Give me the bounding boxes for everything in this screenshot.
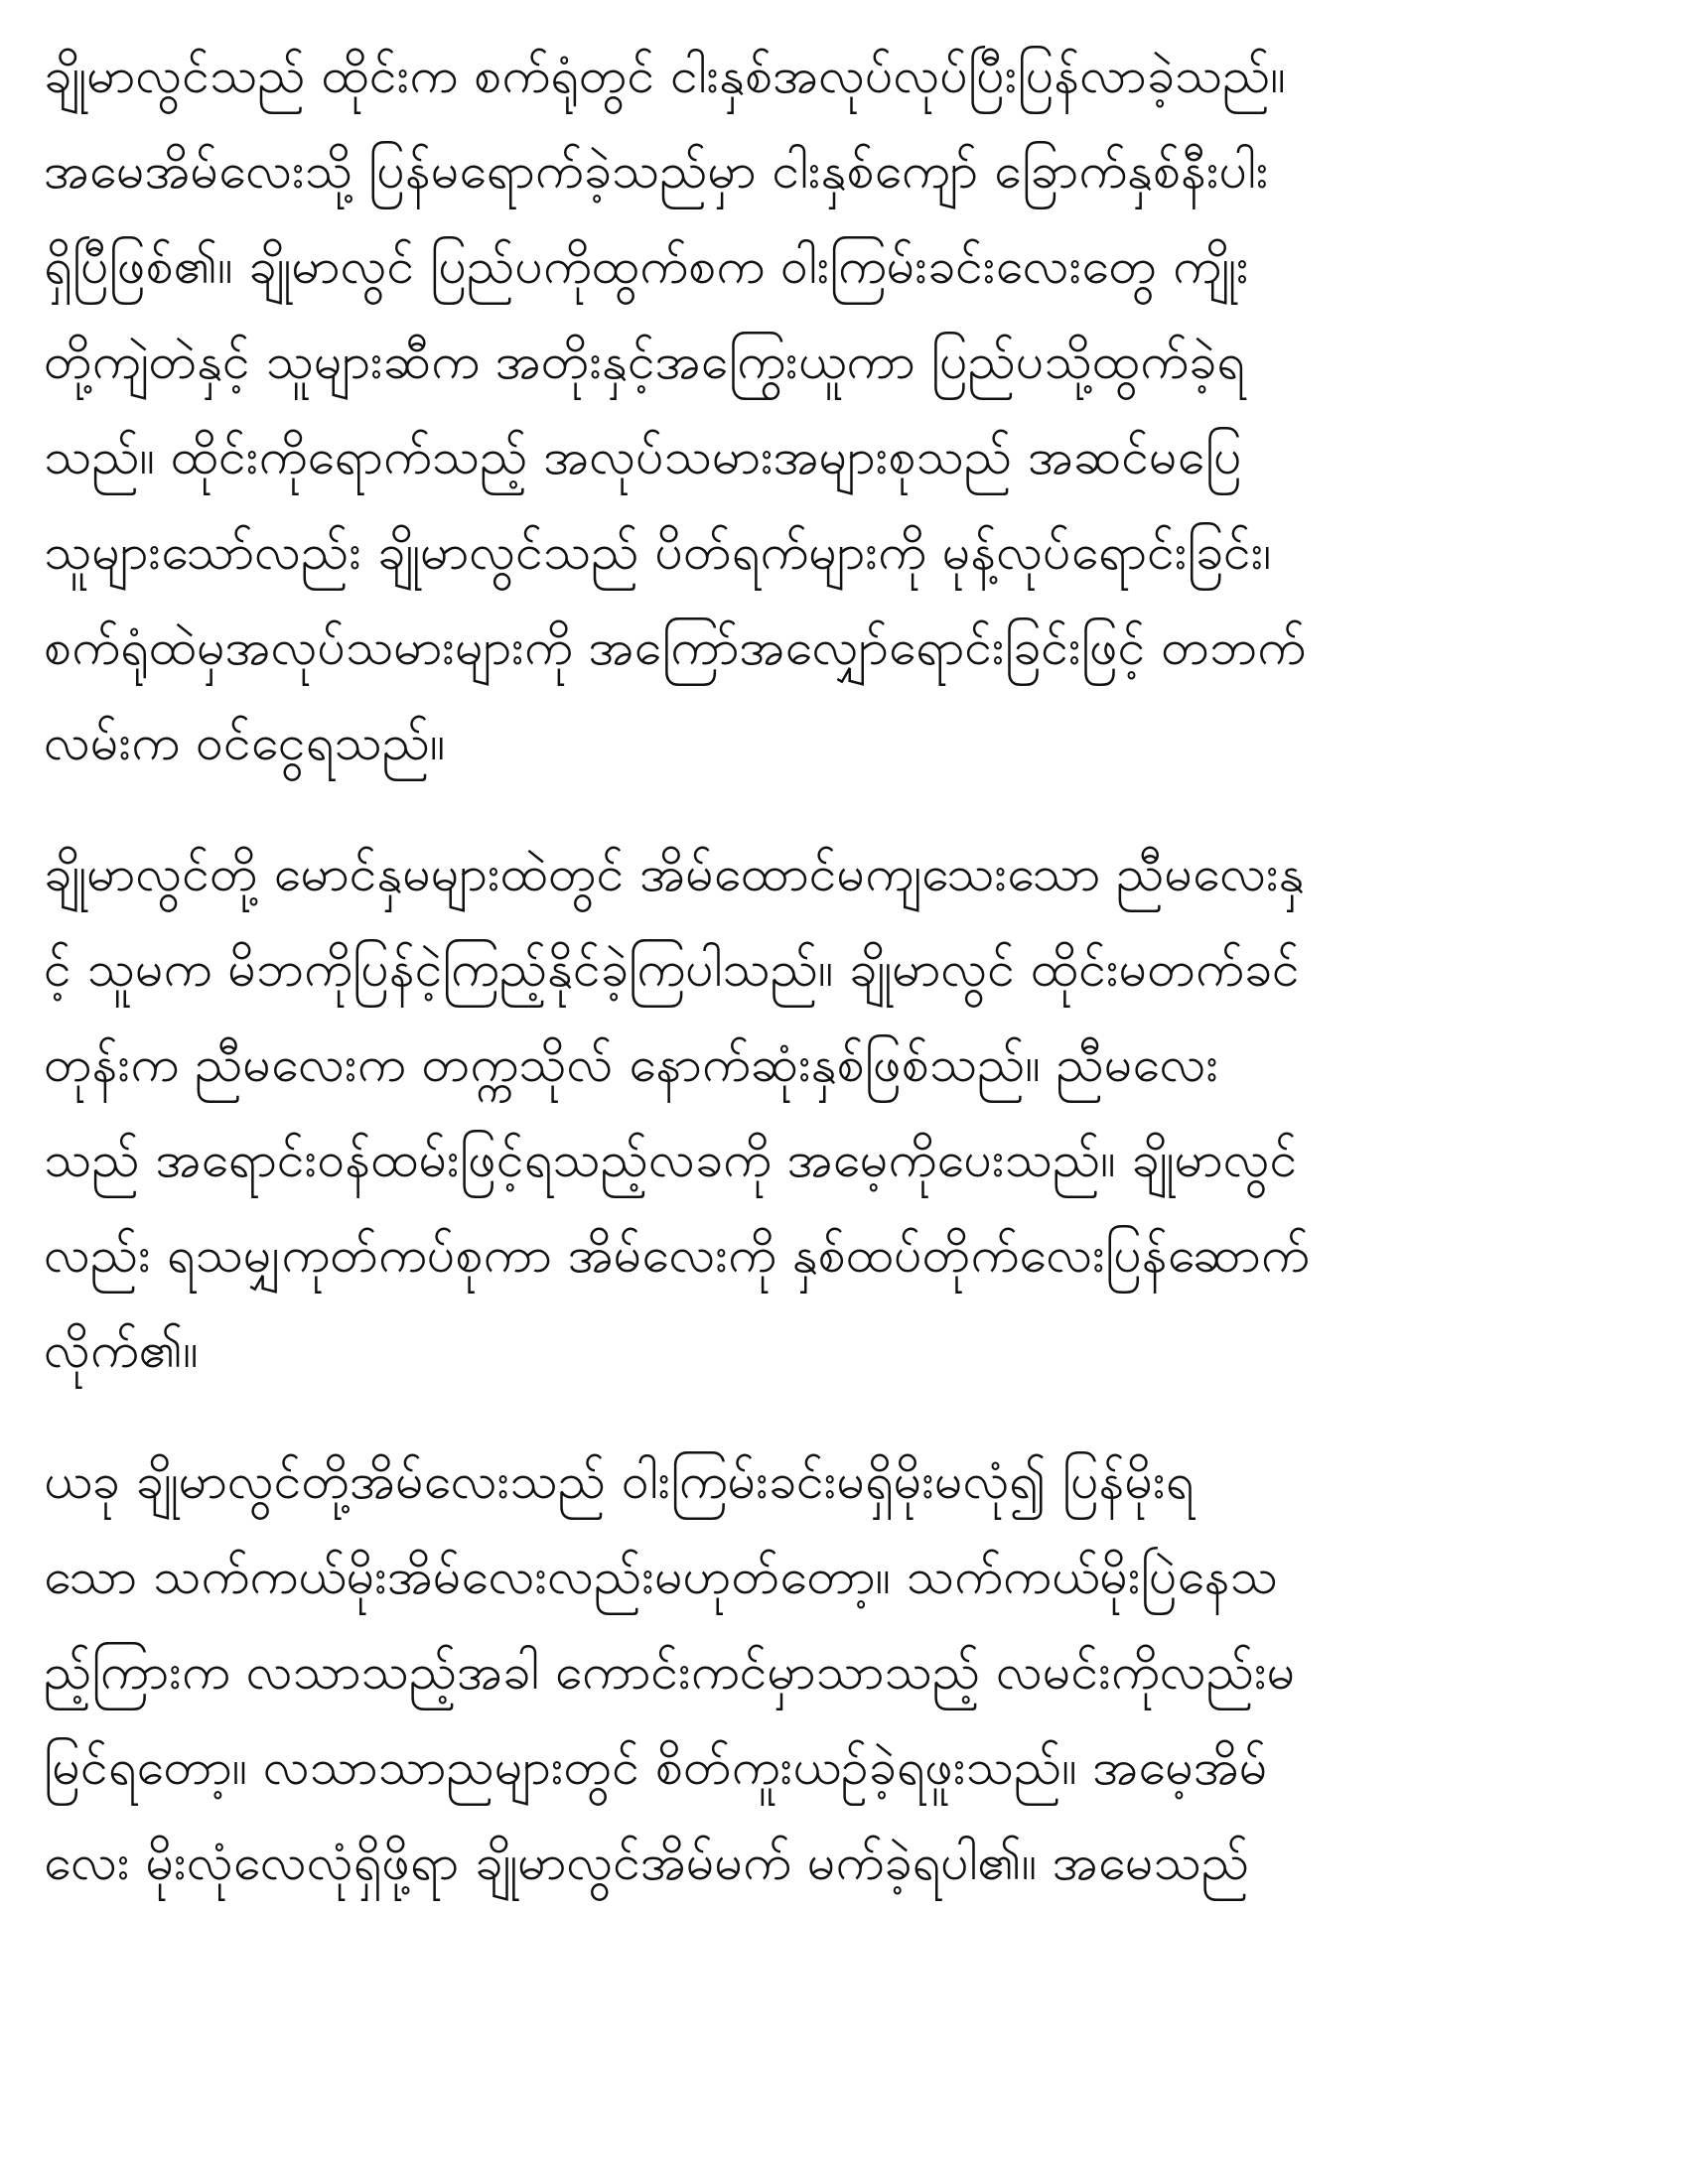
paragraph-spacer	[44, 790, 1632, 826]
text-line: သူများသော်လည်း ချိုမာလွင်သည် ပိတ်ရက်များကို မုန့်လုပ်ရောင်းခြင်း၊	[44, 523, 1272, 581]
paragraph-spacer	[44, 1398, 1632, 1433]
text-line: ချိုမာလွင်သည် ထိုင်းက စက်ရုံတွင် ငါးနှစ်အလုပ်လုပ်ပြီးပြန်လာခဲ့သည်။	[44, 47, 1286, 104]
text-line: ရှိပြီဖြစ်၏။ ချိုမာလွင် ပြည်ပကိုထွက်စက ဝါးကြမ်းခင်းလေးတွေ ကျိုး	[44, 237, 1249, 295]
text-line: ချိုမာလွင်တို့ မောင်နှမများထဲတွင် အိမ်ထောင်မကျသေးသော ညီမလေးနှ	[44, 845, 1305, 902]
paragraph-3	[44, 1433, 1632, 1910]
text-line: ည့်ကြားက လသာသည့်အခါ ကောင်းကင်မှာသာသည့် လမင်းကိုလည်းမ	[44, 1643, 1296, 1701]
text-line: ယခု ချိုမာလွင်တို့အိမ်လေးသည် ဝါးကြမ်းခင်းမရှိမိုးမလုံ၍ ပြန်မိုးရ	[44, 1452, 1195, 1510]
text-line: သော သက်ကယ်မိုးအိမ်လေးလည်းမဟုတ်တော့။ သက်ကယ်မိုးပြဲနေသ	[44, 1548, 1278, 1605]
document-page	[44, 28, 1632, 2152]
text-line: မြင်ရတော့။ လသာသာညများတွင် စိတ်ကူးယဉ်ခဲ့ရဖူးသည်။ အမေ့အိမ်	[44, 1738, 1268, 1796]
text-line: လေး မိုးလုံလေလုံရှိဖို့ရာ ချိုမာလွင်အိမ်မက် မက်ခဲ့ရပါ၏။ အမေသည်	[44, 1834, 1250, 1891]
text-line: င့် သူမက မိဘကိုပြန်ငဲ့ကြည့်နိုင်ခဲ့ကြပါသည်။ ချိုမာလွင် ထိုင်းမတက်ခင်	[44, 940, 1300, 998]
paragraph-1	[44, 28, 1632, 790]
text-line: စက်ရုံထဲမှအလုပ်သမားများကို အကြော်အလျှော်ရောင်းခြင်းဖြင့် တဘက်	[44, 618, 1307, 676]
text-line: လမ်းက ဝင်ငွေရသည်။	[44, 714, 446, 771]
text-line: တုန်းက ညီမလေးက တက္ကသိုလ် နောက်ဆုံးနှစ်ဖြစ်သည်။ ညီမလေး	[44, 1035, 1219, 1093]
text-line: လည်း ရသမျှကုတ်ကပ်စုကာ အိမ်လေးကို နှစ်ထပ်တိုက်လေးပြန်ဆောက်	[44, 1226, 1310, 1284]
text-line: အမေအိမ်လေးသို့ ပြန်မရောက်ခဲ့သည်မှာ ငါးနှစ်ကျော် ခြောက်နှစ်နီးပါး	[44, 142, 1269, 200]
paragraph-2	[44, 826, 1632, 1398]
text-line: လိုက်၏။	[44, 1321, 199, 1379]
text-line: သည် အရောင်းဝန်ထမ်းဖြင့်ရသည့်လခကို အမေ့ကိုပေးသည်။ ချိုမာလွင်	[44, 1131, 1298, 1188]
text-line: တို့ကျဲတဲနှင့် သူများဆီက အတိုးနှင့်အကြွေးယူကာ ပြည်ပသို့ထွက်ခဲ့ရ	[44, 333, 1245, 390]
text-line: သည်။ ထိုင်းကိုရောက်သည့် အလုပ်သမားအများစုသည် အဆင်မပြေ	[44, 428, 1242, 485]
